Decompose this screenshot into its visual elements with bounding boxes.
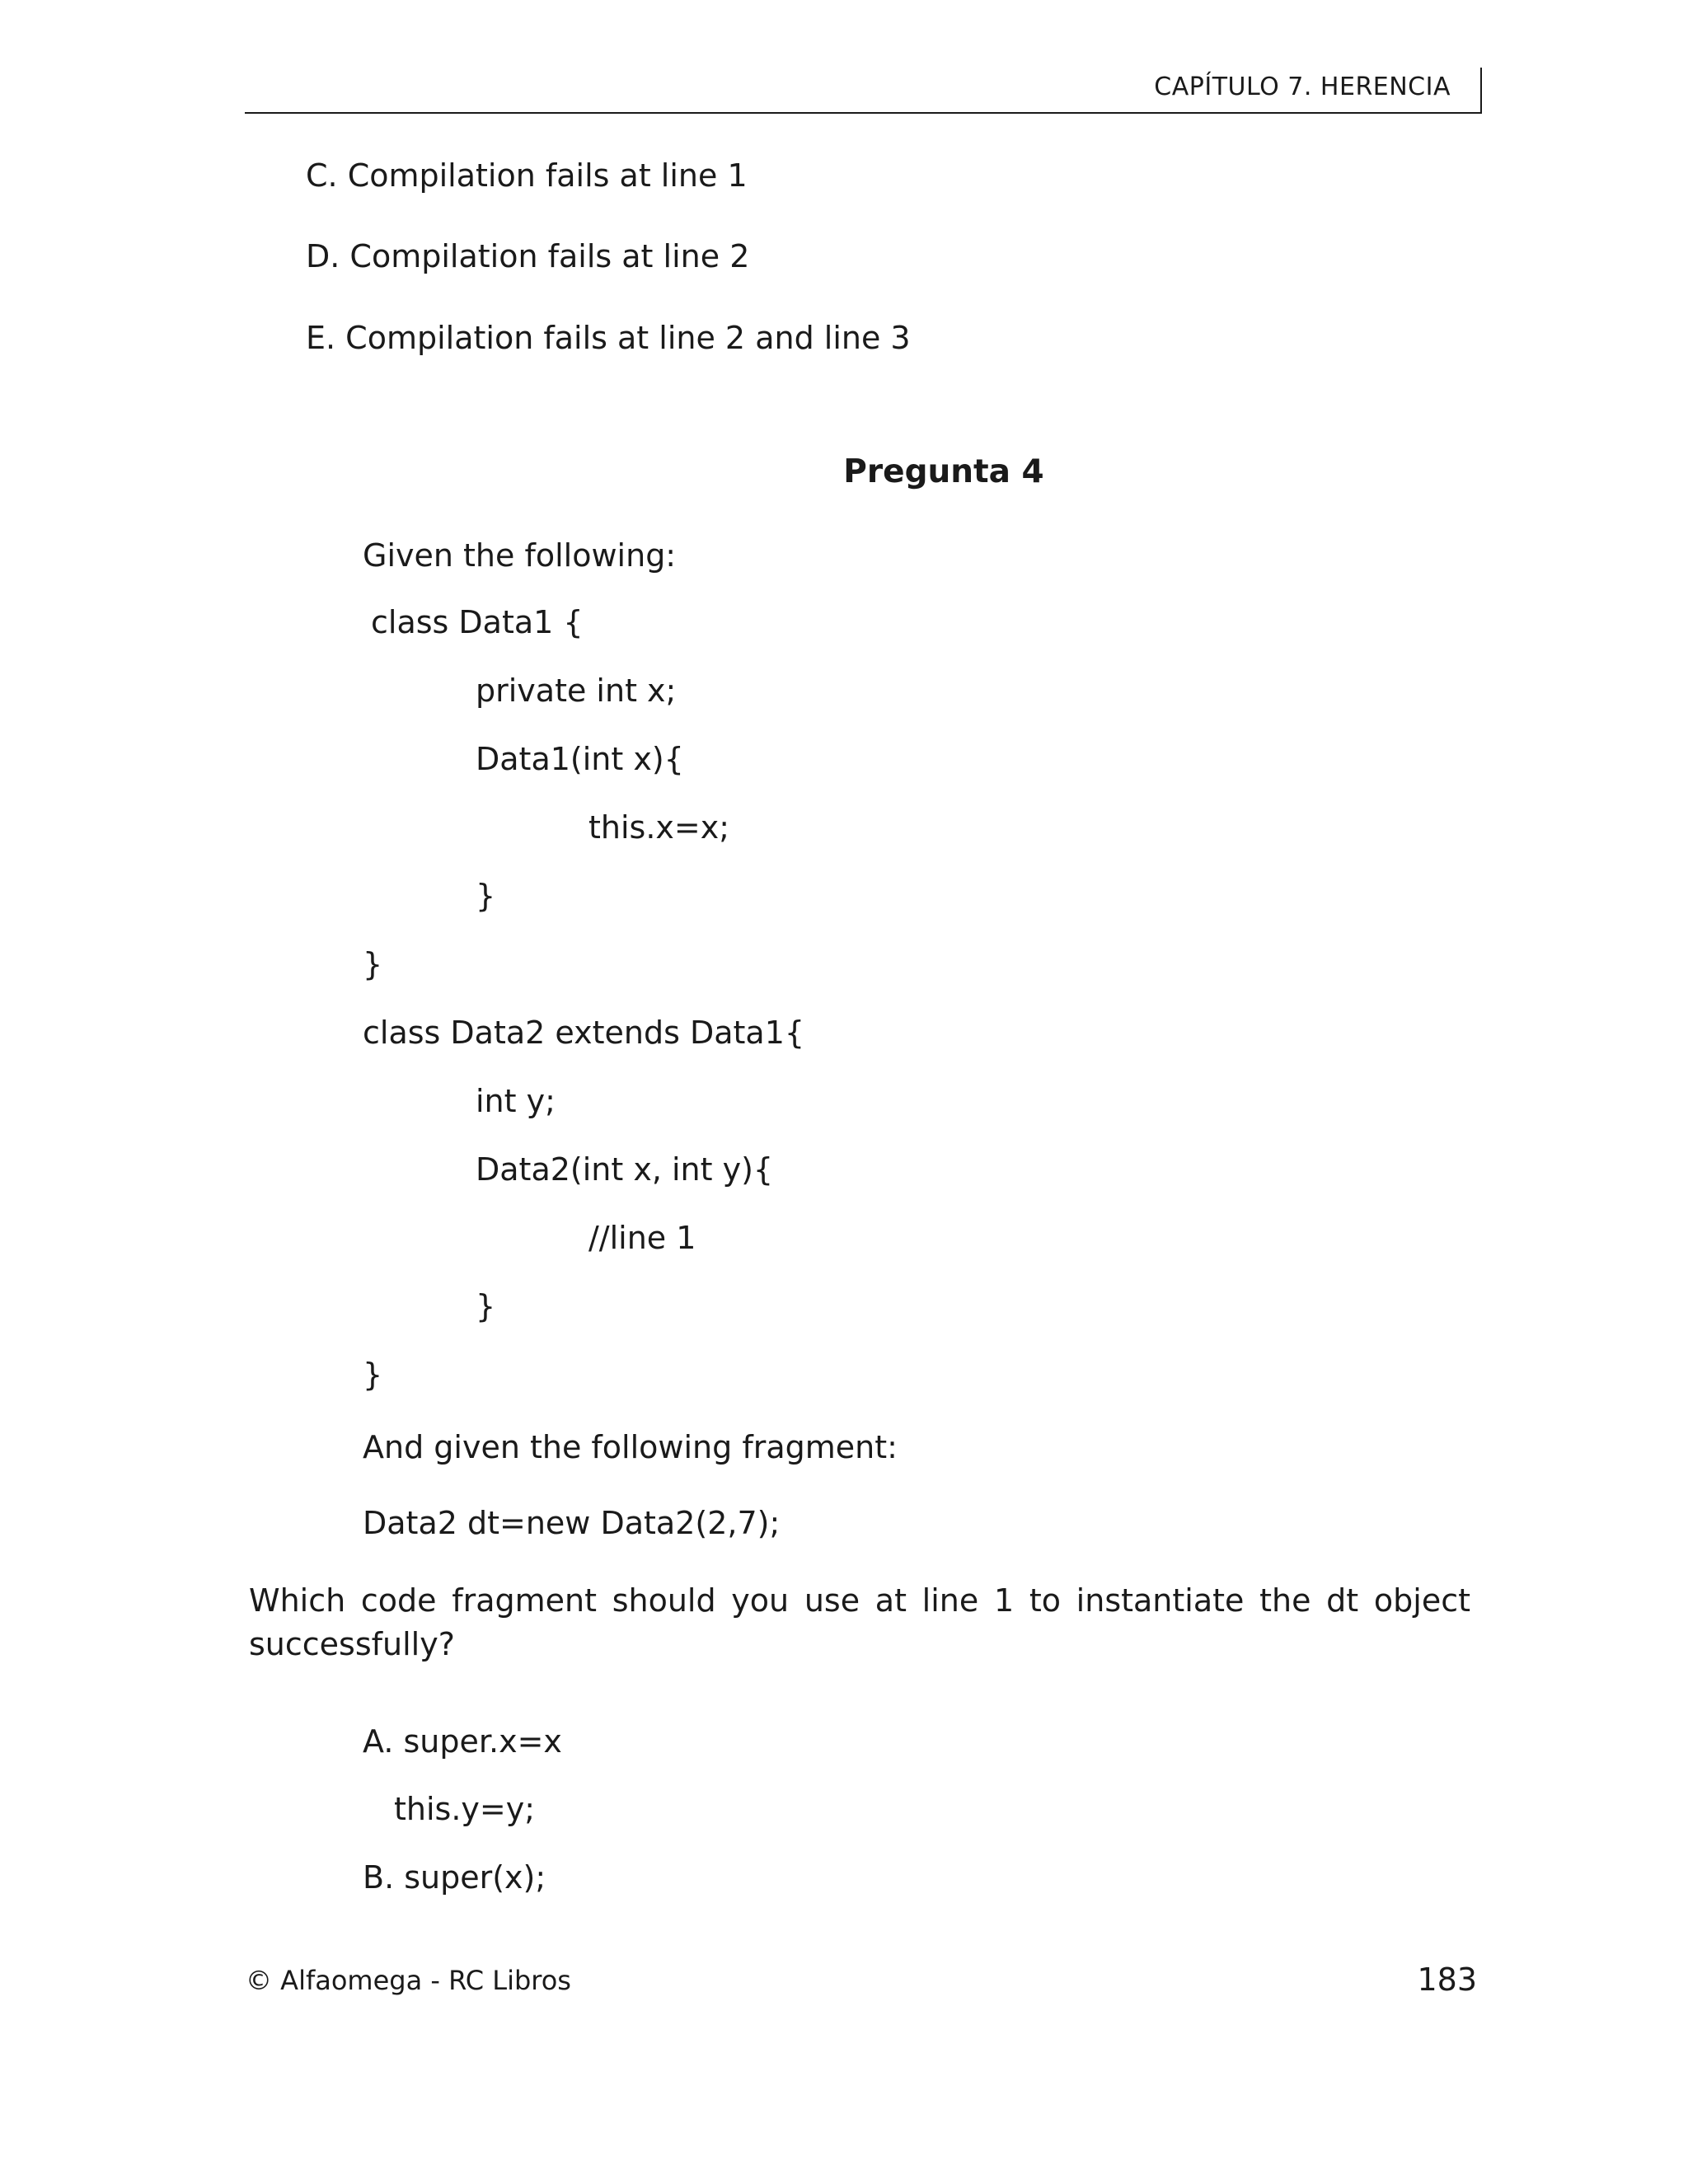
header-corner-mark (1480, 68, 1482, 113)
header-rule (245, 112, 1482, 114)
code-line: class Data2 extends Data1{ (363, 1015, 805, 1051)
code-line: } (363, 946, 383, 982)
publisher-credit: © Alfaomega - RC Libros (246, 1965, 571, 1996)
fragment-code: Data2 dt=new Data2(2,7); (363, 1505, 781, 1541)
fragment-intro: And given the following fragment: (363, 1429, 898, 1465)
answer-a-continued: this.y=y; (394, 1791, 536, 1827)
option-d: D. Compilation fails at line 2 (306, 238, 750, 274)
answer-a: A. super.x=x (363, 1723, 562, 1760)
page-number: 183 (1417, 1961, 1477, 1998)
code-line: } (363, 1357, 383, 1393)
code-line: } (476, 1288, 496, 1324)
code-line: this.x=x; (588, 809, 730, 846)
code-line: //line 1 (588, 1220, 696, 1256)
code-line: } (476, 878, 496, 914)
code-line: Data1(int x){ (476, 741, 684, 777)
code-line: Data2(int x, int y){ (476, 1151, 774, 1188)
code-line: class Data1 { (371, 604, 584, 640)
chapter-header: CAPÍTULO 7. HERENCIA (1154, 73, 1451, 101)
answer-b: B. super(x); (363, 1859, 546, 1896)
option-c: C. Compilation fails at line 1 (306, 157, 748, 194)
code-line: int y; (476, 1083, 556, 1119)
question-intro: Given the following: (363, 537, 677, 574)
question-prompt: Which code fragment should you use at line 1 to instantiate the dt object successfully? (249, 1582, 1470, 1662)
option-e: E. Compilation fails at line 2 and line 3 (306, 320, 911, 356)
question-title: Pregunta 4 (843, 453, 1044, 490)
code-line: private int x; (476, 673, 677, 709)
